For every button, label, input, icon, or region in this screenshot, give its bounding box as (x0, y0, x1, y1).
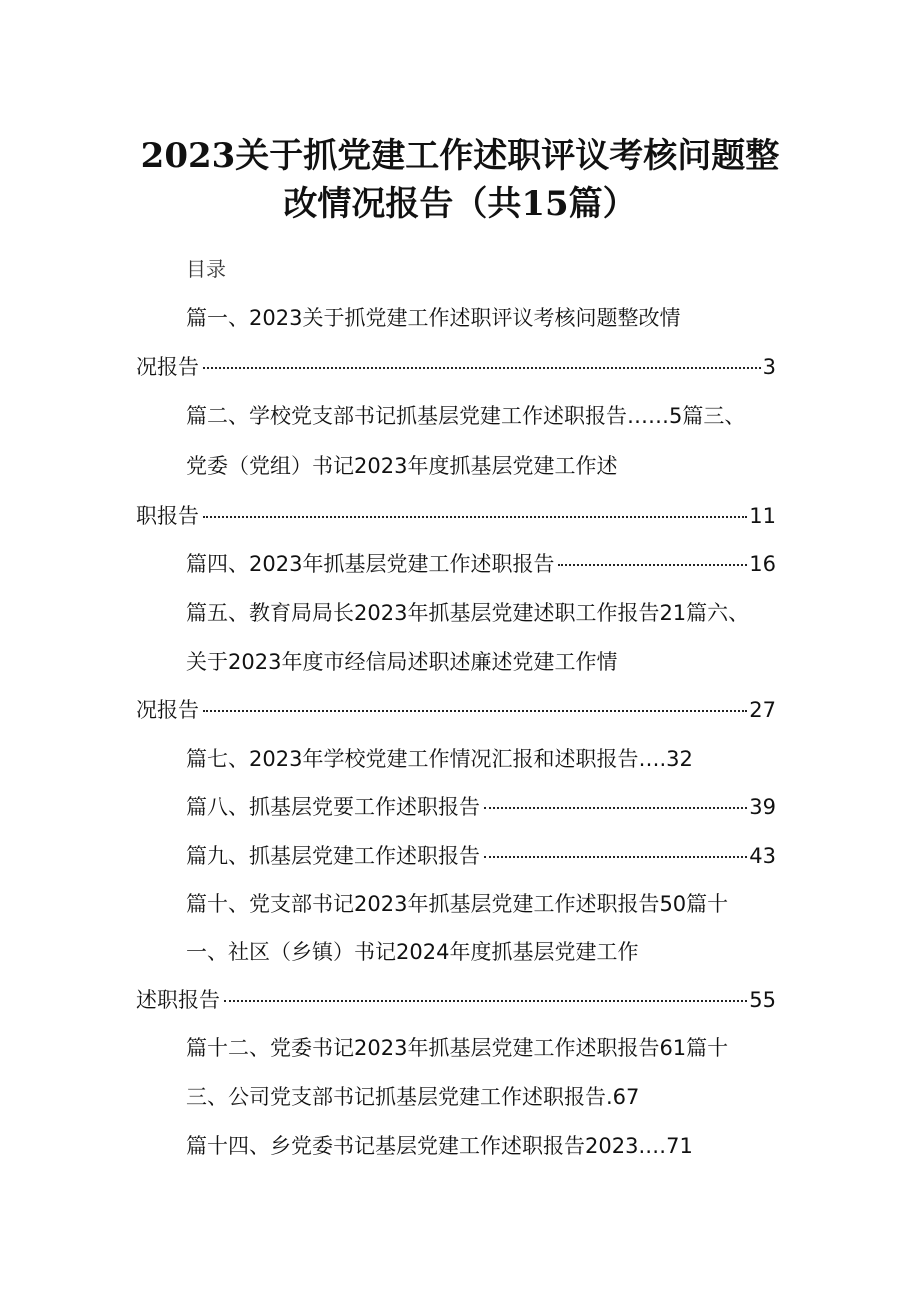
toc-entry[interactable]: 篇七、2023年学校党建工作情况汇报和述职报告….32 (186, 747, 693, 771)
toc-entry[interactable]: 关于2023年度市经信局述职述廉述党建工作情 (186, 650, 618, 674)
toc-entry-with-page[interactable] (136, 353, 776, 381)
toc-entry-with-page[interactable] (136, 502, 776, 530)
toc-page-number: 55 (749, 988, 776, 1012)
toc-page-number: 43 (749, 844, 776, 868)
toc-page-number: 39 (749, 795, 776, 819)
toc-page-number: 3 (762, 355, 776, 379)
dot-leader (203, 516, 747, 518)
toc-heading: 目录 (186, 257, 226, 281)
dot-leader (558, 564, 747, 566)
toc-entry-with-page[interactable] (186, 550, 776, 578)
toc-page-number: 11 (749, 504, 776, 528)
toc-entry[interactable]: 篇十二、党委书记2023年抓基层党建工作述职报告61篇十 (186, 1036, 729, 1060)
dot-leader (203, 710, 747, 712)
toc-entry-text: 况报告 (136, 698, 199, 722)
toc-entry-with-page[interactable] (136, 986, 776, 1014)
document-title-line-1: 2023关于抓党建工作述职评议考核问题整 (140, 136, 780, 176)
toc-entry[interactable]: 篇五、教育局局长2023年抓基层党建述职工作报告21篇六、 (186, 601, 750, 625)
toc-page-number: 27 (749, 698, 776, 722)
dot-leader (203, 367, 761, 369)
toc-entry-text: 职报告 (136, 504, 199, 528)
toc-entry[interactable]: 篇二、学校党支部书记抓基层党建工作述职报告……5篇三、 (186, 404, 746, 428)
dot-leader (484, 807, 747, 809)
toc-entry[interactable]: 篇十四、乡党委书记基层党建工作述职报告2023.…71 (186, 1134, 693, 1158)
dot-leader (224, 1000, 747, 1002)
toc-entry-text: 述职报告 (136, 988, 220, 1012)
toc-entry-text: 况报告 (136, 355, 199, 379)
toc-entry-text: 篇九、抓基层党建工作述职报告 (186, 844, 480, 868)
toc-entry[interactable]: 三、公司党支部书记抓基层党建工作述职报告.67 (186, 1085, 640, 1109)
toc-page-number: 16 (749, 552, 776, 576)
document-title-line-2: 改情况报告（共15篇） (283, 184, 637, 224)
toc-entry-with-page[interactable] (186, 842, 776, 870)
dot-leader (484, 856, 747, 858)
toc-entry[interactable]: 篇一、2023关于抓党建工作述职评议考核问题整改情 (186, 306, 681, 330)
toc-entry[interactable]: 一、社区（乡镇）书记2024年度抓基层党建工作 (186, 940, 639, 964)
toc-entry-text: 篇八、抓基层党要工作述职报告 (186, 795, 480, 819)
toc-entry[interactable]: 篇十、党支部书记2023年抓基层党建工作述职报告50篇十 (186, 892, 729, 916)
toc-entry-text: 篇四、2023年抓基层党建工作述职报告 (186, 552, 555, 576)
toc-entry[interactable]: 党委（党组）书记2023年度抓基层党建工作述 (186, 454, 618, 478)
toc-entry-with-page[interactable] (186, 793, 776, 821)
toc-entry-with-page[interactable] (136, 696, 776, 724)
